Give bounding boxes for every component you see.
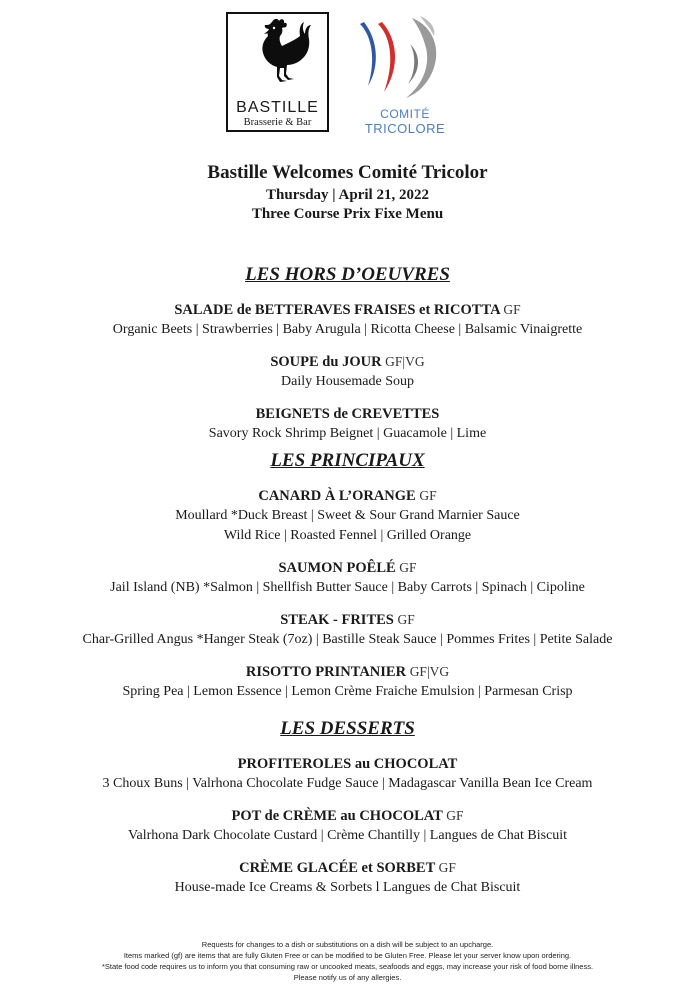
section-desserts — [0, 716, 695, 898]
bastille-logo — [226, 12, 329, 132]
item-description: Savory Rock Shrimp Beignet | Guacamole | Lime — [208, 426, 487, 441]
item-description: Organic Beets | Strawberries | Baby Arugula | Ricotta Cheese | Balsamic Vinaigrette — [112, 322, 583, 337]
section-title: LES PRINCIPAUX — [270, 450, 425, 471]
menu-item — [0, 662, 695, 702]
bastille-subtitle: Brasserie & Bar — [243, 117, 312, 128]
rooster-icon — [242, 16, 314, 98]
section-title: LES DESSERTS — [280, 718, 415, 739]
menu-subtitle: Three Course Prix Fixe Menu — [251, 206, 444, 222]
footer-note: Items marked (gf) are items that are fully Gluten Free or can be modified to be Gluten Free. Please let your server know upon ordering. — [123, 951, 572, 960]
footer-note: *State food code requires us to inform you that consuming raw or uncooked meats, seafoods and eggs, may increase your risk of food borne illness. — [101, 962, 594, 971]
footer-notes — [0, 939, 695, 983]
item-name: SOUPE du JOUR — [270, 354, 382, 370]
section-title: LES HORS D’OEUVRES — [245, 264, 450, 285]
item-description: Char-Grilled Angus *Hanger Steak (7oz) | Bastille Steak Sauce | Pommes Frites | Petite Salade — [82, 632, 613, 647]
item-name: RISOTTO PRINTANIER — [245, 664, 407, 680]
bastille-name: BASTILLE — [236, 99, 319, 116]
item-description: 3 Choux Buns | Valrhona Chocolate Fudge Sauce | Madagascar Vanilla Bean Ice Cream — [102, 776, 593, 791]
item-description: Jail Island (NB) *Salmon | Shellfish Butter Sauce | Baby Carrots | Spinach | Cipoline — [110, 580, 585, 595]
dietary-tag: GF — [397, 612, 415, 627]
footer-note: Please notify us of any allergies. — [293, 973, 402, 982]
dietary-tag: GF — [503, 302, 521, 317]
comite-name-line2: TRICOLORE — [364, 121, 446, 136]
item-name: CANARD À L’ORANGE — [258, 488, 416, 504]
menu-body — [0, 262, 695, 898]
dietary-tag: GF — [446, 808, 464, 823]
dietary-tag: GF — [438, 860, 456, 875]
menu-item — [0, 352, 695, 392]
item-name: SALADE de BETTERAVES FRAISES et RICOTTA — [174, 302, 500, 318]
menu-item — [0, 858, 695, 898]
footer-note: Requests for changes to a dish or substitutions on a dish will be subject to an upcharge. — [201, 940, 494, 949]
item-description: Daily Housemade Soup — [281, 374, 414, 389]
item-name: PROFITEROLES au CHOCOLAT — [237, 756, 458, 772]
menu-item — [0, 486, 695, 546]
dietary-tag: GF|VG — [409, 664, 450, 679]
section-principaux — [0, 448, 695, 702]
event-date: Thursday | April 21, 2022 — [266, 187, 429, 203]
item-description: Wild Rice | Roasted Fennel | Grilled Orange — [223, 528, 472, 543]
item-description: House-made Ice Creams & Sorbets l Langues de Chat Biscuit — [174, 880, 521, 895]
item-description: Spring Pea | Lemon Essence | Lemon Crème Fraiche Emulsion | Parmesan Crisp — [122, 684, 573, 699]
dietary-tag: GF|VG — [385, 354, 425, 369]
item-description: Moullard *Duck Breast | Sweet & Sour Grand Marnier Sauce — [175, 508, 520, 523]
menu-item — [0, 300, 695, 340]
section-hors-doeuvres — [0, 262, 695, 444]
menu-item — [0, 404, 695, 444]
comite-logo — [350, 14, 460, 136]
comite-name-line1: COMITÉ — [380, 107, 430, 121]
menu-item — [0, 754, 695, 794]
dietary-tag: GF — [419, 488, 437, 503]
dietary-tag: GF — [399, 560, 417, 575]
item-name: CRÈME GLACÉE et SORBET — [239, 860, 436, 876]
item-name: BEIGNETS de CREVETTES — [255, 406, 440, 422]
tricolor-swoosh-icon — [350, 14, 460, 106]
item-name: STEAK - FRITES — [280, 612, 394, 628]
item-name: POT de CRÈME au CHOCOLAT — [231, 808, 443, 824]
item-name: SAUMON POÊLÉ — [278, 560, 396, 576]
menu-item — [0, 610, 695, 650]
menu-item — [0, 558, 695, 598]
logo-bar — [0, 10, 695, 140]
event-title: Bastille Welcomes Comité Tricolor — [207, 162, 488, 183]
item-description: Valrhona Dark Chocolate Custard | Crème Chantilly | Langues de Chat Biscuit — [127, 828, 568, 843]
menu-header — [0, 160, 695, 224]
menu-item — [0, 806, 695, 846]
